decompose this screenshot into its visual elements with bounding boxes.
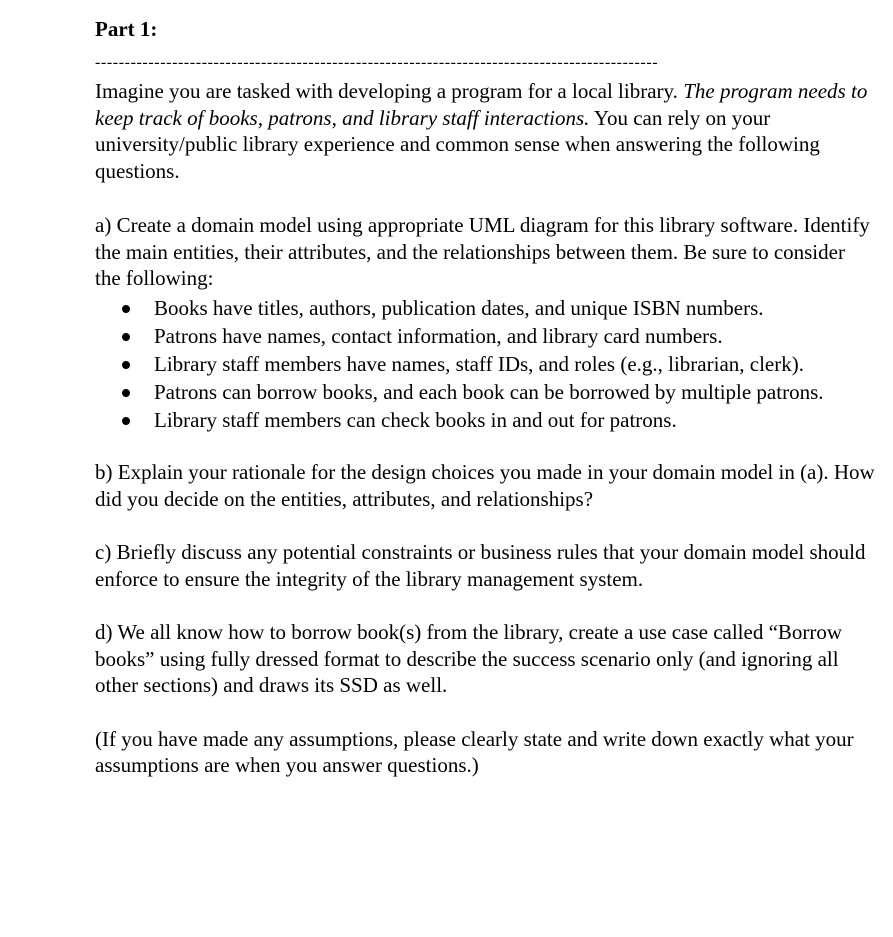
bullet-item: [95, 323, 875, 350]
bullet-item: [95, 295, 875, 322]
assumptions-note: (If you have made any assumptions, please clearly state and write down exactly what your assumptions are when you answer questions.): [95, 726, 854, 777]
bullet-text: Patrons can borrow books, and each book can be borrowed by multiple patrons.: [154, 379, 824, 404]
question-b: b) Explain your rationale for the design choices you made in your domain model in (a). How did you decide on the entities, attributes, and relationships?: [95, 460, 875, 511]
question-a: a) Create a domain model using appropriate UML diagram for this library software. Identify the main entities, their attributes, and the relationships between them. Be sure to consider the following:: [95, 213, 870, 290]
bullet-dot-icon: [122, 389, 130, 397]
bullet-text: Library staff members have names, staff IDs, and roles (e.g., librarian, clerk).: [154, 351, 804, 376]
bullet-item: [95, 379, 875, 406]
intro-text-start: Imagine you are tasked with developing a program for a local library.: [95, 79, 684, 103]
question-c: c) Briefly discuss any potential constraints or business rules that your domain model should enforce to ensure the integrity of the library management system.: [95, 540, 866, 591]
intro-text-italic: The program needs to keep track of books, patrons, and library staff interactions.: [95, 79, 868, 130]
bullet-dot-icon: [122, 305, 130, 313]
bullet-item: [95, 351, 875, 378]
bullet-text: Library staff members can check books in and out for patrons.: [154, 407, 677, 432]
bullet-text: Books have titles, authors, publication dates, and unique ISBN numbers.: [154, 295, 764, 320]
question-d: d) We all know how to borrow book(s) from the library, create a use case called “Borrow books” using fully dressed format to describe the success scenario only (and ignoring all other sections) and draws its SSD as well.: [95, 620, 843, 697]
intro-text-end: You can rely on your university/public library experience and common sense when answering the following questions.: [95, 105, 820, 183]
intro-paragraph: [95, 78, 875, 184]
dashed-divider: -----------------------------------------------------------------------------------------------: [95, 54, 659, 71]
bullet-dot-icon: [122, 333, 130, 341]
bullet-text: Patrons have names, contact information, and library card numbers.: [154, 323, 723, 348]
part-heading: Part 1:: [95, 17, 158, 41]
question-a-bullet-list: [95, 295, 875, 434]
bullet-dot-icon: [122, 417, 130, 425]
document-page: [95, 14, 875, 779]
bullet-dot-icon: [122, 361, 130, 369]
bullet-item: [95, 407, 875, 434]
